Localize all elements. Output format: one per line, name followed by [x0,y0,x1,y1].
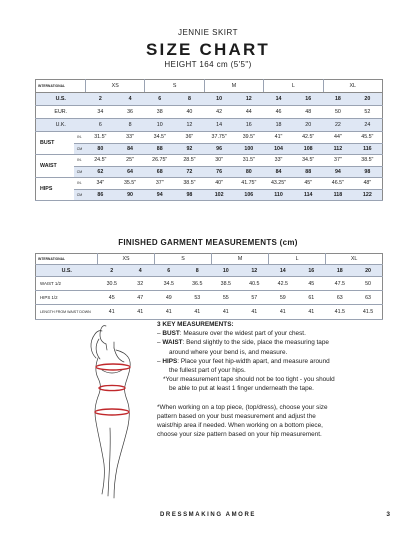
tape-note: be able to put at least 1 finger underneath the tape. [169,385,314,393]
hips-half-row [36,291,383,305]
table-cell: 50 [323,106,353,119]
table-cell: 24.5" [86,155,116,167]
hips-in-row [36,178,383,190]
table-cell: 18 [264,119,294,132]
table-cell: 41 [212,305,241,320]
figure-raised-arm-inner [96,339,100,359]
table-cell: 88 [145,143,175,155]
table-cell: 6 [155,265,184,277]
row-label: HIPS [36,178,74,201]
size-row-uk [36,119,383,132]
table-cell: 50 [354,277,383,291]
table-cell: 10 [204,93,234,106]
table-cell: 12 [175,119,205,132]
pattern-name: JENNIE SKIRT [177,28,239,37]
size-row-us [36,93,383,106]
table-cell: 20 [353,93,383,106]
table-cell: 37" [145,178,175,190]
table-cell: 55 [212,291,241,305]
finished-measurements-title: FINISHED GARMENT MEASUREMENTS (cm) [118,238,298,247]
size-group-row [36,80,383,93]
table-cell: 36 [115,106,145,119]
footer-brand: DRESSMAKING AMORE [160,512,256,518]
table-cell: 34.5" [293,155,323,167]
unit-label: CM [74,143,86,155]
bust-instruction: – BUST: Measure over the widest part of your chest. [157,330,306,338]
table-cell: 31.5" [86,132,116,144]
table-cell: 12 [234,93,264,106]
table-cell: 41 [155,305,184,320]
table-cell: 41" [264,132,294,144]
body-measurement-illustration [62,312,162,502]
table-cell: 18 [323,93,353,106]
row-label: EUR. [36,106,86,119]
international-label: INTERNATIONAL [36,254,98,265]
size-group: S [145,80,204,93]
unit-label: CM [74,166,86,178]
table-cell: 34 [86,106,116,119]
bust-measure-line [96,364,130,370]
table-cell: 40" [204,178,234,190]
table-cell: 44 [234,106,264,119]
row-label: WAIST 1/2 [36,277,98,291]
table-cell: 34" [86,178,116,190]
waist-in-row [36,155,383,167]
table-cell: 108 [293,143,323,155]
table-cell: 41.75" [234,178,264,190]
bust-in-row [36,132,383,144]
table-cell: 104 [264,143,294,155]
table-cell: 38.5" [353,155,383,167]
hips-measure-line [95,409,129,415]
waist-half-row [36,277,383,291]
finished-measurements-table [35,253,383,320]
table-cell: 22 [323,119,353,132]
table-cell: 112 [323,143,353,155]
table-cell: 47.5 [326,277,355,291]
page-title: SIZE CHART [146,40,270,59]
table-cell: 6 [86,119,116,132]
table-cell: 38.5 [212,277,241,291]
key-measurements-heading: 3 KEY MEASUREMENTS: [157,321,234,328]
table-cell: 102 [204,189,234,201]
table-cell: 46.5" [323,178,353,190]
model-height: HEIGHT 164 cm (5'5") [164,60,252,69]
size-group: S [155,254,212,265]
hips-term: HIPS [162,357,178,365]
table-cell: 41 [183,305,212,320]
table-cell: 63 [354,291,383,305]
table-cell: 45" [293,178,323,190]
figure-shoulder-strap [114,348,124,362]
table-cell: 43.25" [264,178,294,190]
size-chart-table [35,79,383,201]
table-cell: 18 [326,265,355,277]
waist-cm-row [36,166,383,178]
table-cell: 16 [234,119,264,132]
table-cell: 94 [145,189,175,201]
table-cell: 88 [293,166,323,178]
table-cell: 48" [353,178,383,190]
table-cell: 16 [293,93,323,106]
table-cell: 122 [353,189,383,201]
table-cell: 63 [326,291,355,305]
table-cell: 45.5" [353,132,383,144]
table-cell: 110 [264,189,294,201]
table-cell: 2 [86,93,116,106]
table-cell: 8 [183,265,212,277]
table-cell: 30" [204,155,234,167]
table-cell: 39.5" [234,132,264,144]
table-cell: 49 [155,291,184,305]
table-cell: 4 [115,93,145,106]
row-label: U.S. [36,265,98,277]
table-cell: 41.5 [354,305,383,320]
table-cell: 35.5" [115,178,145,190]
table-cell: 62 [86,166,116,178]
size-group: XL [323,80,382,93]
size-group: M [212,254,269,265]
table-cell: 34.5 [155,277,184,291]
table-cell: 37" [323,155,353,167]
table-cell: 61 [297,291,326,305]
table-cell: 36.5 [183,277,212,291]
instruction-text: the fullest part of your hips. [169,367,246,375]
table-cell: 14 [264,93,294,106]
instruction-text: Measure over the widest part of your chest. [183,330,306,338]
table-cell: 90 [115,189,145,201]
size-group: M [204,80,263,93]
table-cell: 106 [234,189,264,201]
table-cell: 31.5" [234,155,264,167]
table-cell: 20 [293,119,323,132]
table-cell: 41 [126,305,155,320]
table-cell: 114 [293,189,323,201]
waist-instruction: – WAIST: Bend slightly to the side, place the measuring tape [157,339,329,347]
table-cell: 76 [204,166,234,178]
figure-head-outline [100,326,106,344]
waist-measure-line [99,385,125,390]
table-cell: 96 [204,143,234,155]
table-cell: 37.75" [204,132,234,144]
figure-neck [106,342,114,350]
unit-label: IN. [74,178,86,190]
waist-term: WAIST [162,339,183,347]
table-cell: 41 [98,305,127,320]
table-cell: 6 [145,93,175,106]
table-cell: 64 [115,166,145,178]
size-advice-line: waist/hip area if needed. When working on a bottom piece, [157,422,323,430]
size-advice-line: choose your size pattern based on your hip measurement. [157,431,322,439]
unit-label: CM [74,189,86,201]
table-cell: 8 [115,119,145,132]
table-cell: 52 [353,106,383,119]
table-cell: 12 [240,265,269,277]
table-cell: 41 [240,305,269,320]
table-cell: 2 [98,265,127,277]
table-cell: 4 [126,265,155,277]
table-cell: 38.5" [175,178,205,190]
table-cell: 59 [269,291,298,305]
size-group-row [36,254,383,265]
table-cell: 20 [354,265,383,277]
table-cell: 14 [204,119,234,132]
table-cell: 41 [269,305,298,320]
row-label: HIPS 1/2 [36,291,98,305]
bust-cm-row [36,143,383,155]
table-cell: 38 [145,106,175,119]
bust-term: BUST [162,330,180,338]
table-cell: 8 [175,93,205,106]
table-cell: 80 [234,166,264,178]
hips-cm-row [36,189,383,201]
table-cell: 84 [264,166,294,178]
size-advice [157,403,385,440]
table-cell: 33" [115,132,145,144]
table-cell: 44" [323,132,353,144]
row-label: U.K. [36,119,86,132]
table-cell: 40.5 [240,277,269,291]
international-label: INTERNATIONAL [36,80,86,93]
tape-note: *Your measurement tape should not be too tight - you should [163,376,335,384]
table-cell: 36" [175,132,205,144]
table-cell: 86 [86,189,116,201]
unit-label: IN. [74,155,86,167]
table-cell: 45 [297,277,326,291]
table-cell: 98 [353,166,383,178]
table-cell: 26.75" [145,155,175,167]
size-row-eur [36,106,383,119]
row-label: BUST [36,132,74,155]
table-cell: 28.5" [175,155,205,167]
table-cell: 46 [264,106,294,119]
row-label: WAIST [36,155,74,178]
table-cell: 41.5 [326,305,355,320]
table-cell: 10 [212,265,241,277]
table-cell: 116 [353,143,383,155]
table-cell: 68 [145,166,175,178]
table-cell: 33" [264,155,294,167]
row-label: U.S. [36,93,86,106]
table-cell: 98 [175,189,205,201]
table-cell: 118 [323,189,353,201]
figure-left-side [95,358,104,494]
table-cell: 80 [86,143,116,155]
table-cell: 57 [240,291,269,305]
table-cell: 34.5" [145,132,175,144]
table-cell: 94 [323,166,353,178]
table-cell: 16 [297,265,326,277]
hips-instruction: – HIPS: Place your feet hip-width apart, and measure around [157,357,330,365]
table-cell: 10 [145,119,175,132]
key-measurements [157,320,385,439]
table-cell: 42 [204,106,234,119]
size-advice-line: pattern based on your bust measurement and adjust the [157,412,316,420]
table-cell: 30.5 [98,277,127,291]
table-cell: 47 [126,291,155,305]
row-label: LENGTH FROM WAIST DOWN [36,305,98,320]
size-advice-line: *When working on a top piece, (top/dress), choose your size [157,403,328,411]
table-cell: 84 [115,143,145,155]
table-cell: 72 [175,166,205,178]
table-cell: 92 [175,143,205,155]
instruction-text: Place your feet hip-width apart, and measure around [180,357,330,365]
table-cell: 42.5 [269,277,298,291]
size-group: XS [86,80,145,93]
table-cell: 40 [175,106,205,119]
table-cell: 41 [297,305,326,320]
instruction-text: Bend slightly to the side, place the measuring tape [186,339,329,347]
figure-dress-fold [108,428,110,496]
table-cell: 42.5" [293,132,323,144]
table-cell: 53 [183,291,212,305]
page-number: 3 [386,511,390,518]
table-cell: 100 [234,143,264,155]
table-cell: 24 [353,119,383,132]
unit-label: IN. [74,132,86,144]
table-cell: 25" [115,155,145,167]
table-cell: 32 [126,277,155,291]
size-group: L [264,80,323,93]
size-group: XS [98,254,155,265]
table-cell: 48 [293,106,323,119]
table-cell: 14 [269,265,298,277]
size-group: L [269,254,326,265]
size-group: XL [326,254,383,265]
table-cell: 45 [98,291,127,305]
us-size-row [36,265,383,277]
instruction-text: around where your bend is, and measure. [169,348,288,356]
